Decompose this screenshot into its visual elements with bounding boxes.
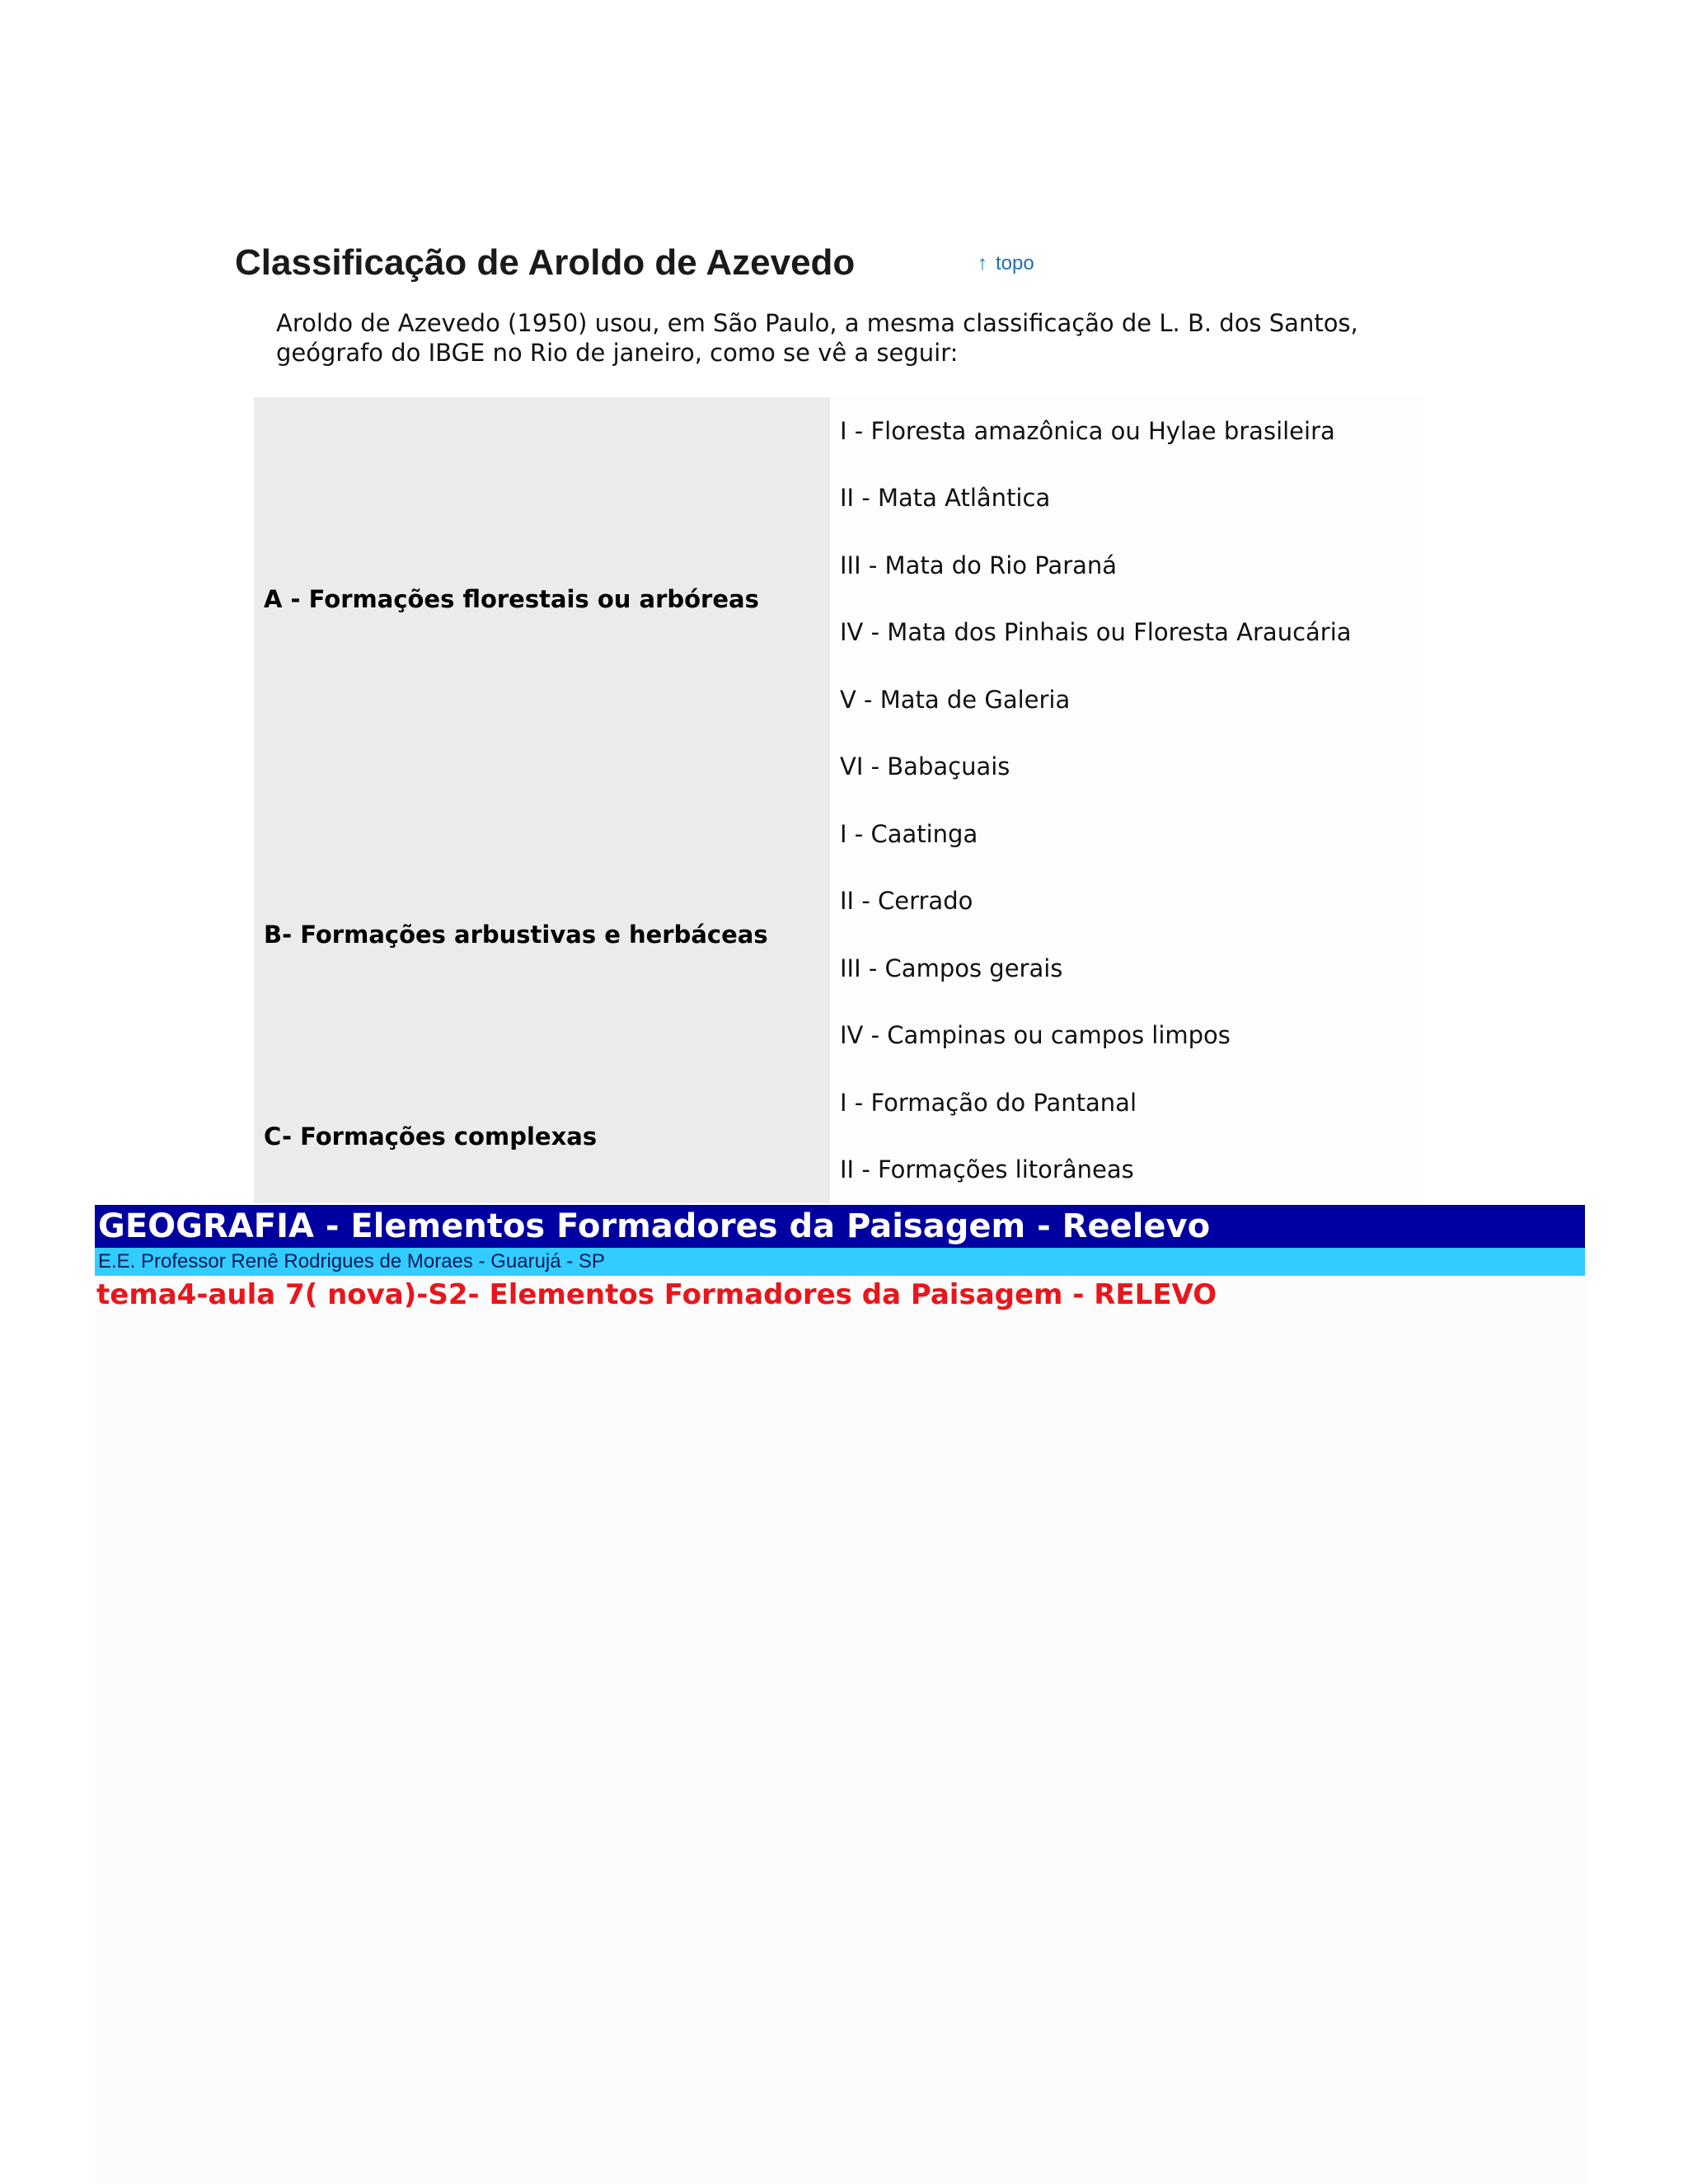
group-label: A - Formações florestais ou arbóreas	[254, 397, 830, 800]
list-item: I - Caatinga	[840, 819, 978, 848]
school-name-bar: E.E. Professor Renê Rodrigues de Moraes - Guarujá - SP	[95, 1248, 1585, 1276]
intro-line-1: Aroldo de Azevedo (1950) usou, em São Paulo, a mesma classificação de L. B. dos Santos,	[276, 309, 1358, 337]
table-row	[254, 800, 1424, 1069]
table-row	[254, 1069, 1424, 1203]
list-item: I - Formação do Pantanal	[840, 1088, 1137, 1117]
group-label: B- Formações arbustivas e herbáceas	[254, 800, 830, 1069]
intro-line-2: geógrafo do IBGE no Rio de janeiro, como se vê a seguir:	[276, 339, 959, 367]
list-item: III - Mata do Rio Paraná	[840, 551, 1118, 579]
intro-paragraph	[276, 308, 1414, 368]
table-row	[254, 397, 1424, 800]
list-item: III - Campos gerais	[840, 954, 1063, 982]
list-item: IV - Campinas ou campos limpos	[840, 1021, 1231, 1050]
list-item: II - Cerrado	[840, 887, 973, 916]
arrow-up-icon: ↑	[978, 252, 987, 274]
lesson-heading: tema4-aula 7( nova)-S2- Elementos Formadores da Paisagem - RELEVO	[96, 1278, 1217, 1311]
classification-table	[254, 397, 1424, 1203]
page-background	[95, 1253, 1587, 2184]
list-item: VI - Babaçuais	[840, 752, 1010, 781]
geografia-title-bar: GEOGRAFIA - Elementos Formadores da Paisagem - Reelevo	[95, 1205, 1585, 1248]
back-to-top-label: topo	[996, 252, 1034, 274]
group-items	[830, 1069, 1424, 1203]
back-to-top-link[interactable]	[978, 252, 1034, 275]
group-label: C- Formações complexas	[254, 1069, 830, 1203]
list-item: II - Formações litorâneas	[840, 1155, 1134, 1184]
group-items	[830, 800, 1424, 1069]
list-item: I - Floresta amazônica ou Hylae brasileira	[840, 416, 1335, 445]
group-items	[830, 397, 1424, 800]
list-item: IV - Mata dos Pinhais ou Floresta Araucária	[840, 618, 1352, 647]
section-title: Classificação de Aroldo de Azevedo	[235, 242, 856, 283]
list-item: V - Mata de Galeria	[840, 685, 1071, 714]
list-item: II - Mata Atlântica	[840, 484, 1051, 513]
